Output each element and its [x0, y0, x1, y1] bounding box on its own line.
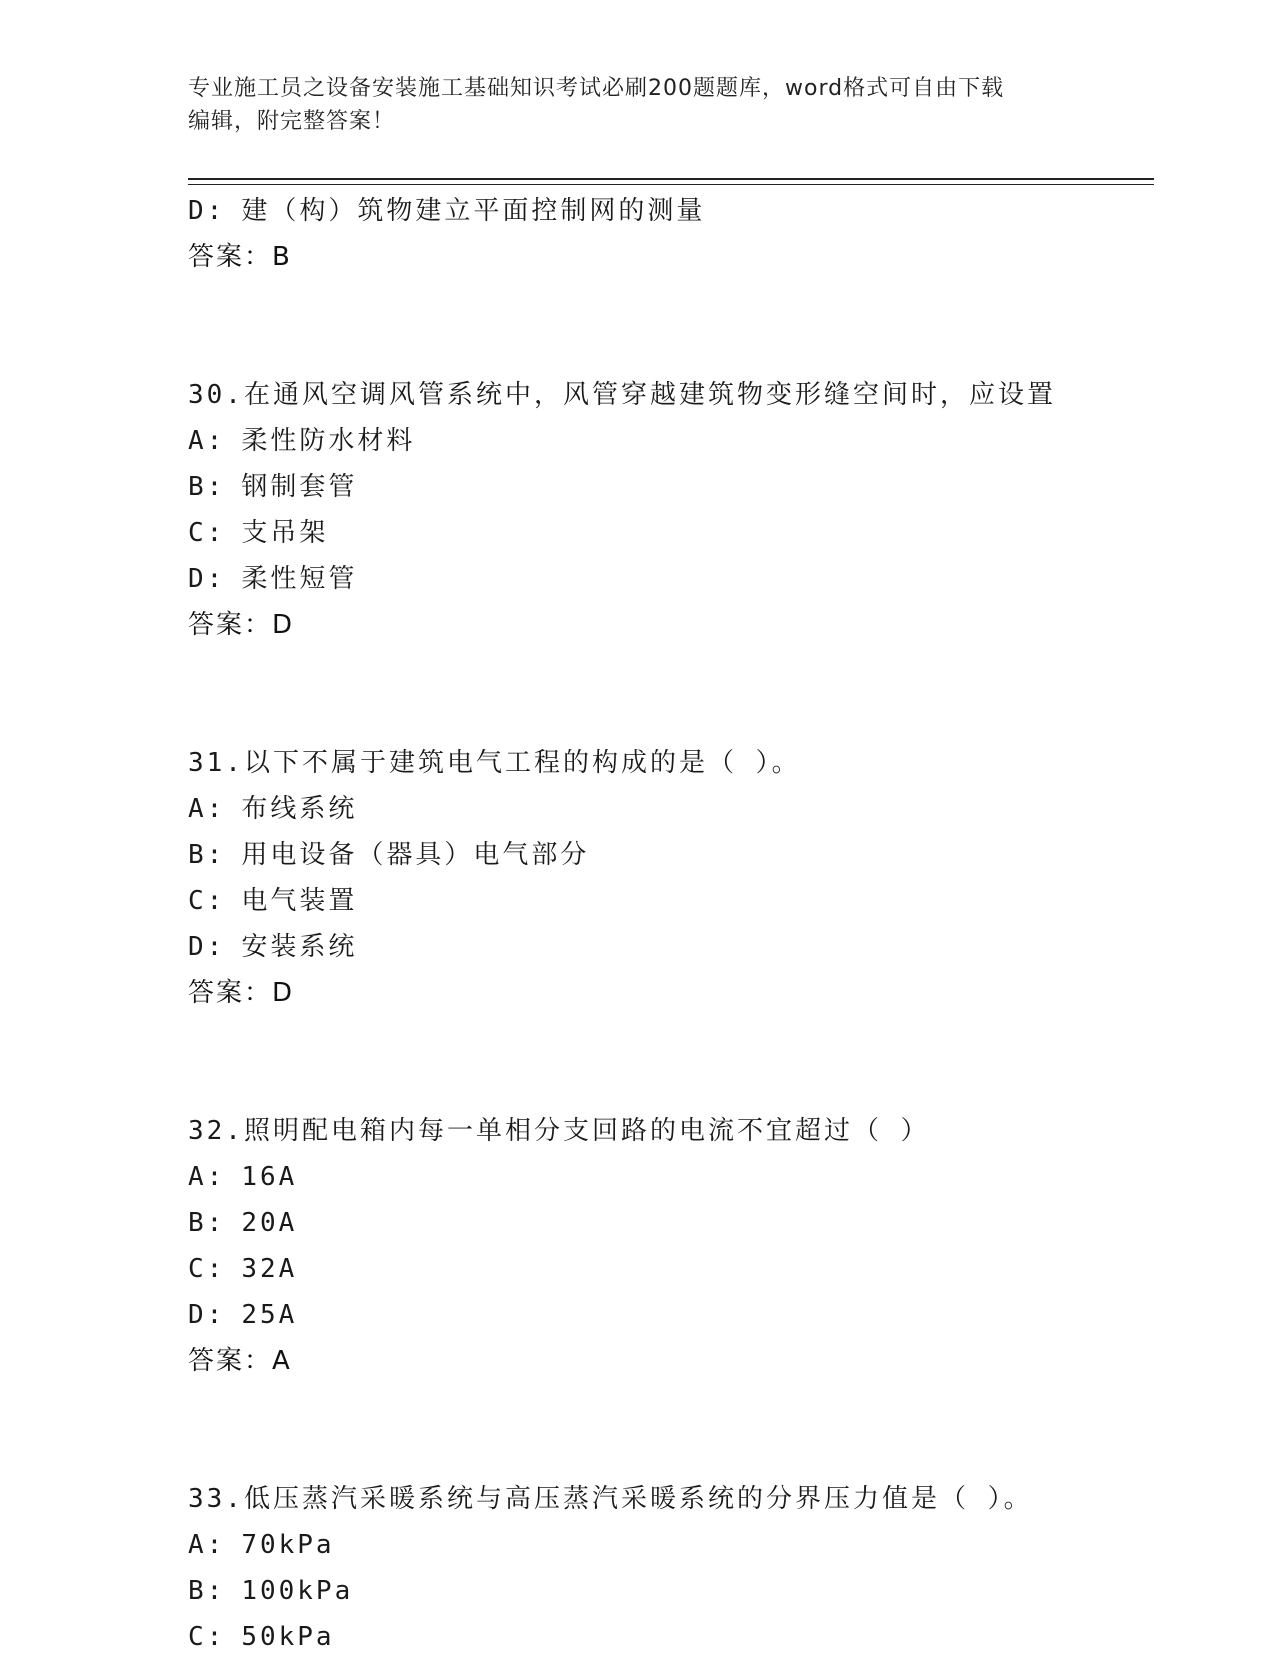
q32-option-c [188, 1246, 1148, 1292]
prev-answer: 答案：B [188, 242, 292, 272]
option-text: 50kPa [241, 1622, 335, 1652]
q33-option-b [188, 1568, 1148, 1614]
question-31-text: 31.以下不属于建筑电气工程的构成的是（ ）。 [188, 748, 801, 778]
header-title-line1: 专业施工员之设备安装施工基础知识考试必刷200题题库，word格式可自由下载 [188, 76, 1005, 101]
option-key: A: [188, 426, 226, 456]
q30-answer: 答案：D [188, 610, 295, 640]
option-key: C: [188, 1622, 226, 1652]
q30-option-d [188, 556, 1148, 602]
option-text: 安装系统 [241, 932, 358, 962]
option-key: A: [188, 1162, 226, 1192]
q31-answer: 答案：D [188, 978, 295, 1008]
option-key: C: [188, 518, 226, 548]
option-text: 用电设备（器具）电气部分 [241, 840, 590, 870]
q30-option-a [188, 418, 1148, 464]
prev-option-d [188, 188, 1148, 234]
option-text: 柔性短管 [241, 564, 358, 594]
q32-option-a [188, 1154, 1148, 1200]
header-title-line2: 编辑，附完整答案！ [188, 109, 396, 134]
q33-option-c [188, 1614, 1148, 1660]
q31-option-b [188, 832, 1148, 878]
option-key: B: [188, 840, 226, 870]
option-text: 25A [241, 1300, 298, 1330]
option-key: C: [188, 886, 226, 916]
question-list [188, 188, 1148, 1660]
document-header [188, 72, 1088, 138]
option-text: 建（构）筑物建立平面控制网的测量 [241, 196, 706, 226]
option-text: 32A [241, 1254, 298, 1284]
header-divider-thick [188, 178, 1154, 180]
option-text: 支吊架 [241, 518, 329, 548]
option-key: D: [188, 1300, 226, 1330]
q32-option-b [188, 1200, 1148, 1246]
q33-option-a [188, 1522, 1148, 1568]
question-32-text: 32.照明配电箱内每一单相分支回路的电流不宜超过（ ） [188, 1116, 930, 1146]
option-key: D: [188, 196, 226, 226]
option-key: B: [188, 472, 226, 502]
q31-option-d [188, 924, 1148, 970]
q32-option-d [188, 1292, 1148, 1338]
option-text: 柔性防水材料 [241, 426, 416, 456]
option-key: D: [188, 564, 226, 594]
q32-answer: 答案：A [188, 1346, 292, 1376]
option-key: D: [188, 932, 226, 962]
option-key: A: [188, 794, 226, 824]
question-33-text: 33.低压蒸汽采暖系统与高压蒸汽采暖系统的分界压力值是（ ）。 [188, 1484, 1033, 1514]
option-key: B: [188, 1576, 226, 1606]
option-text: 100kPa [241, 1576, 354, 1606]
q31-option-a [188, 786, 1148, 832]
option-key: C: [188, 1254, 226, 1284]
option-text: 钢制套管 [241, 472, 358, 502]
header-divider-thin [188, 184, 1154, 185]
option-text: 布线系统 [241, 794, 358, 824]
option-text: 70kPa [241, 1530, 335, 1560]
option-text: 电气装置 [241, 886, 358, 916]
q30-option-b [188, 464, 1148, 510]
question-30-text: 30.在通风空调风管系统中，风管穿越建筑物变形缝空间时，应设置 [188, 380, 1056, 410]
option-key: B: [188, 1208, 226, 1238]
q31-option-c [188, 878, 1148, 924]
q30-option-c [188, 510, 1148, 556]
option-text: 16A [241, 1162, 298, 1192]
option-key: A: [188, 1530, 226, 1560]
option-text: 20A [241, 1208, 298, 1238]
